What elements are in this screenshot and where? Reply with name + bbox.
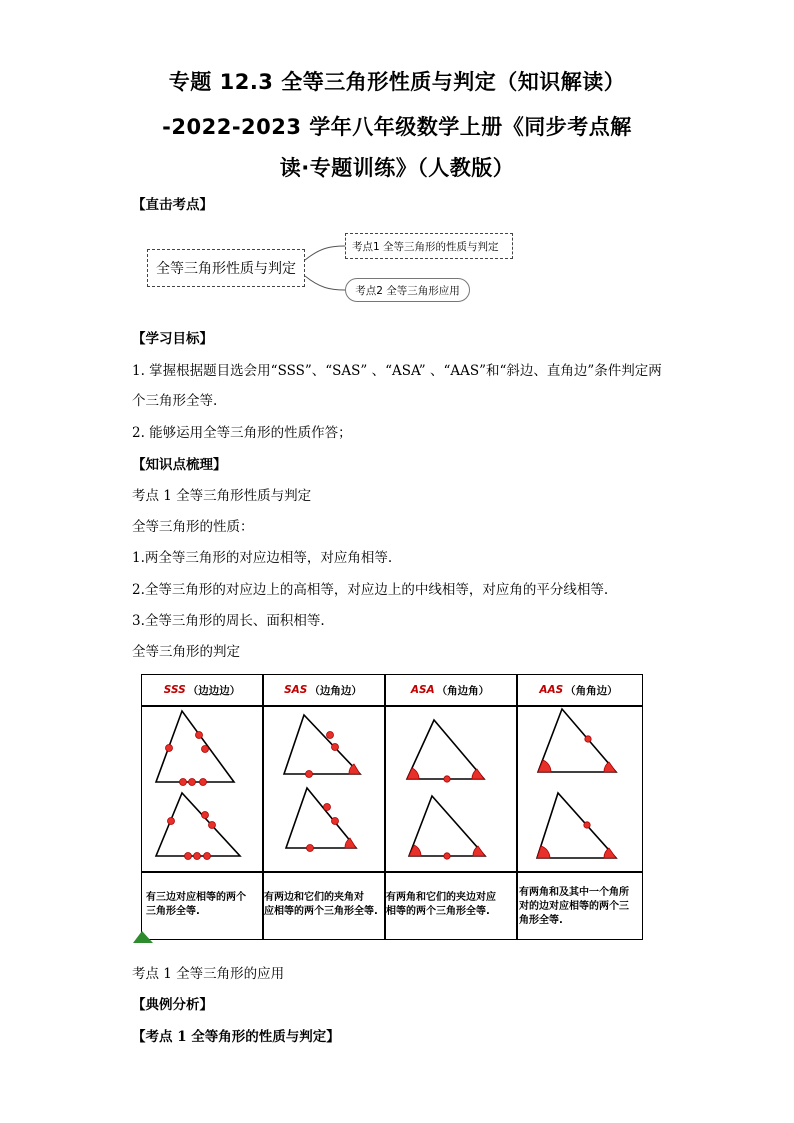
header-asa-abbr: ASA [410, 684, 435, 696]
aas-triangle-top [538, 709, 616, 772]
desc-sss-line-1: 有三边对应相等的两个 [146, 892, 246, 903]
goal-1-line-b: 个三角形全等. [132, 393, 218, 409]
properties-title: 全等三角形的性质： [132, 519, 254, 535]
property-2: 2.全等三角形的对应边上的高相等，对应边上的中线相等，对应角的平分线相等. [132, 582, 609, 598]
mindmap-node-2: 考点2 全等三角形应用 [345, 278, 470, 302]
header-aas-label: （角角边） [565, 684, 618, 697]
goal-2: 2. 能够运用全等三角形的性质作答； [132, 425, 352, 441]
document-title-line-2: -2022-2023 学年八年级数学上册《同步考点解 [162, 115, 632, 139]
sas-triangle-bottom [286, 788, 356, 848]
desc-sas-line-1: 有两边和它们的夹角对 [264, 892, 364, 903]
example-heading: 【考点 1 全等角形的性质与判定】 [132, 1029, 340, 1045]
kp1-title: 考点 1 全等三角形性质与判定 [132, 488, 312, 504]
sas-triangle-top [284, 715, 360, 774]
property-1: 1.两全等三角形的对应边相等，对应角相等. [132, 550, 393, 566]
congruence-criteria-table [141, 674, 643, 940]
desc-sas [264, 891, 388, 919]
section-direct-heading: 【直击考点】 [132, 197, 213, 213]
header-sas-abbr: SAS [284, 684, 308, 696]
desc-asa-line-2: 相等的两个三角形全等. [386, 906, 490, 917]
property-3: 3.全等三角形的周长、面积相等. [132, 613, 325, 629]
asa-triangle-bottom [409, 796, 485, 856]
desc-sss-line-2: 三角形全等. [146, 906, 200, 917]
asa-triangle-top [407, 720, 484, 779]
corner-triangle-icon [133, 931, 155, 943]
aas-triangle-bottom [537, 793, 616, 858]
mindmap-root-node: 全等三角形性质与判定 [147, 249, 305, 287]
header-sas-label: （边角边） [309, 684, 362, 697]
header-sss-label: （边边边） [187, 684, 241, 697]
desc-aas-line-2: 对的边对应相等的两个三 [519, 901, 629, 912]
desc-sss [146, 891, 262, 919]
header-aas-abbr: AAS [539, 684, 564, 696]
desc-aas-line-3: 角形全等. [519, 915, 563, 926]
section-knowledge-heading: 【知识点梳理】 [132, 457, 227, 473]
header-sss-abbr: SSS [163, 684, 186, 696]
header-asa-label: （角边角） [436, 684, 490, 697]
desc-aas-line-1: 有两角和及其中一个角所 [519, 887, 629, 898]
section-examples-heading: 【典例分析】 [132, 997, 213, 1013]
goal-1-line-a: 1. 掌握根据题目选会用“SSS”、“SAS” 、“ASA” 、“AAS”和“斜边、直角边”条件判定两 [132, 363, 662, 379]
triangle-diagrams [142, 675, 642, 875]
kp2-title: 考点 1 全等三角形的应用 [132, 966, 285, 982]
document-title-line-3: 读·专题训练》（人教版） [279, 156, 515, 180]
document-title-line-1: 专题 12.3 全等三角形性质与判定（知识解读） [168, 70, 626, 94]
section-goals-heading: 【学习目标】 [132, 331, 213, 347]
desc-aas [519, 886, 641, 928]
desc-asa [386, 891, 516, 919]
sss-triangle-bottom [156, 793, 240, 856]
judge-title: 全等三角形的判定 [132, 644, 240, 660]
desc-sas-line-2: 应相等的两个三角形全等. [264, 906, 378, 917]
desc-asa-line-1: 有两角和它们的夹边对应 [386, 892, 496, 903]
mindmap-node-1: 考点1 全等三角形的性质与判定 [345, 233, 513, 259]
